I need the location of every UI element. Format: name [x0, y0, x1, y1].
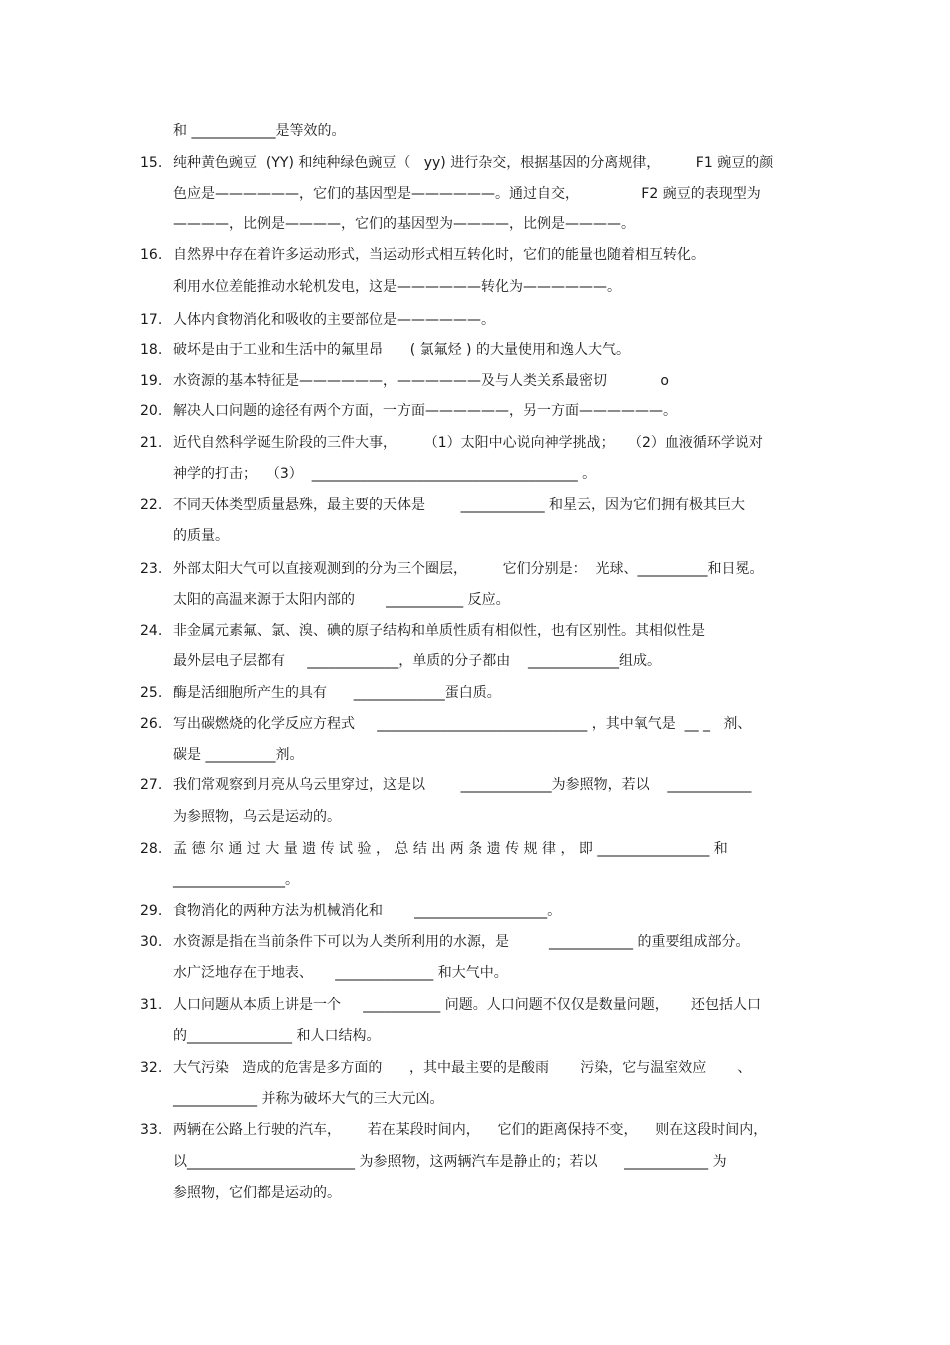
- question-number: 18.: [140, 342, 163, 358]
- question-number: 28.: [140, 841, 163, 857]
- question-number: 30.: [140, 934, 163, 950]
- question-number: 31.: [140, 997, 163, 1013]
- question-number: 19.: [140, 373, 163, 389]
- question-number: 32.: [140, 1060, 163, 1076]
- question-number: 15.: [140, 155, 163, 171]
- question-number: 24.: [140, 623, 163, 639]
- question-number: 25.: [140, 685, 163, 701]
- question-number: 16.: [140, 247, 163, 263]
- question-number: 22.: [140, 497, 163, 513]
- question-number: 20.: [140, 403, 163, 419]
- question-number: 27.: [140, 777, 163, 793]
- question-number: 33.: [140, 1122, 163, 1138]
- question-number: 21.: [140, 435, 163, 451]
- question-number: 17.: [140, 312, 163, 328]
- question-number: 26.: [140, 716, 163, 732]
- question-number: 23.: [140, 561, 163, 577]
- question-number: 29.: [140, 903, 163, 919]
